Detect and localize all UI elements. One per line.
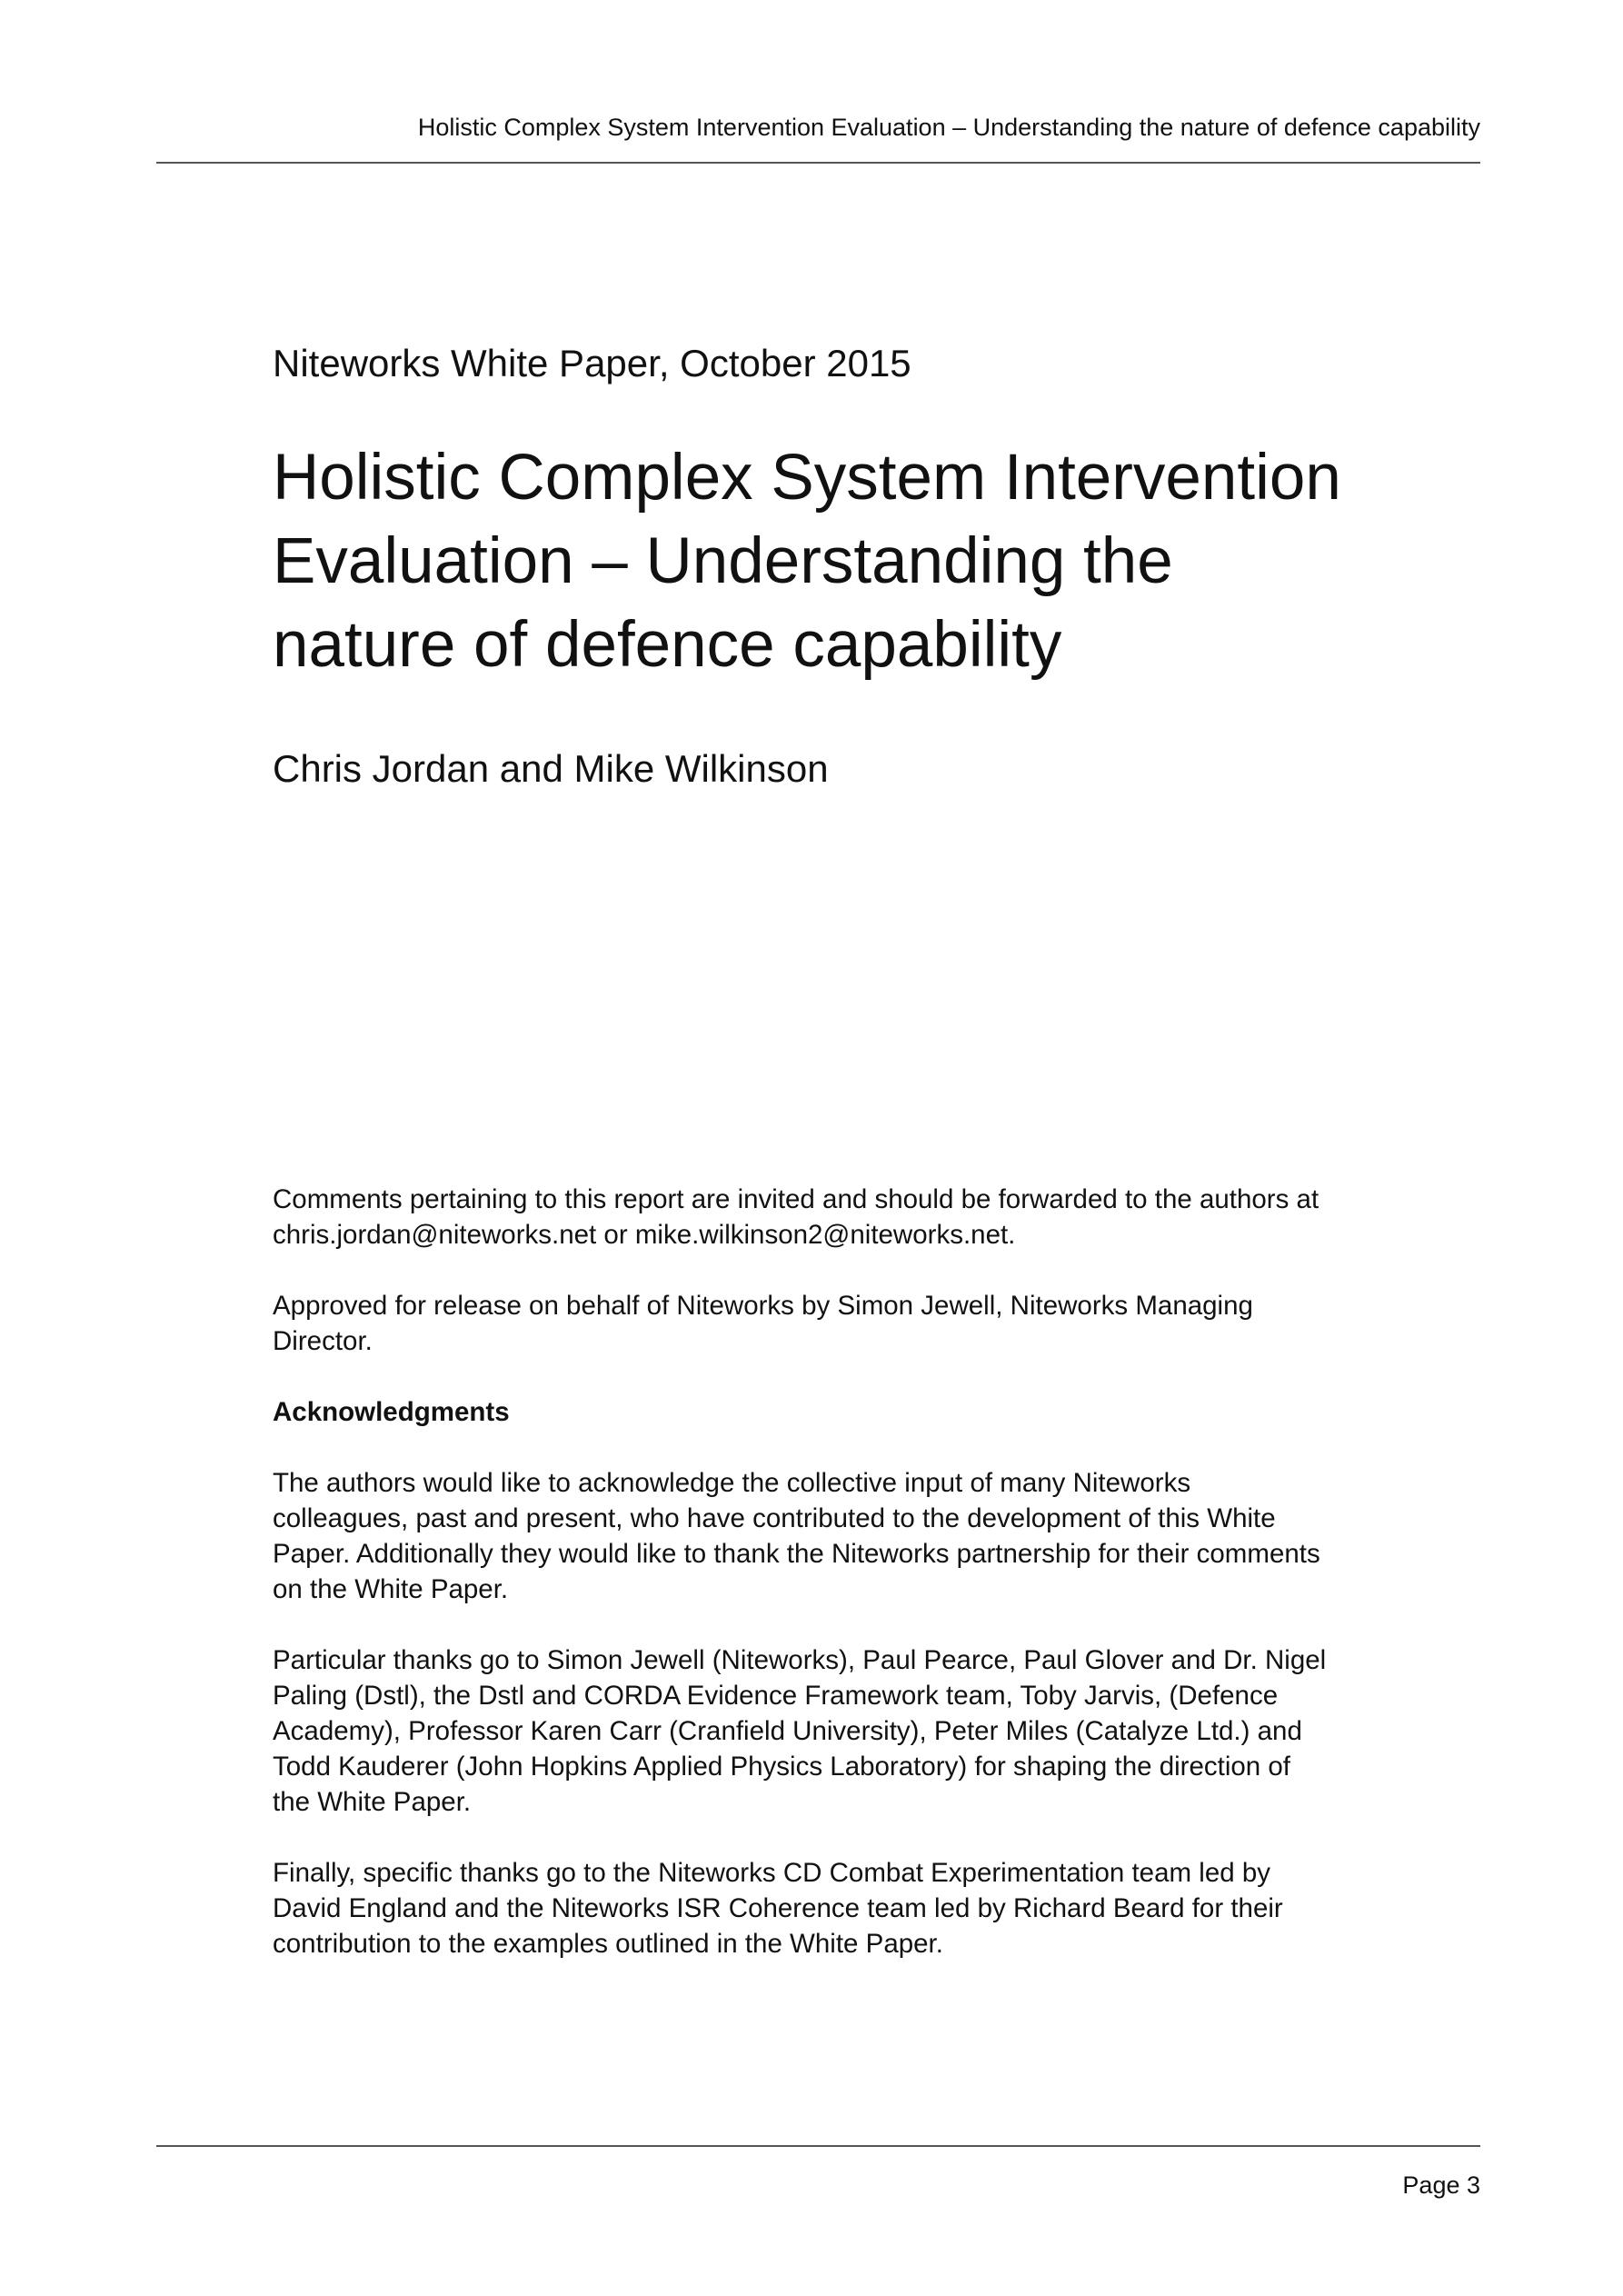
text-line: Director. [273, 1326, 373, 1356]
text-line: on the White Paper. [273, 1574, 509, 1604]
text-line: Comments pertaining to this report are invited and should be forwarded to the authors at [273, 1184, 1319, 1214]
text-line: Approved for release on behalf of Niteworks by Simon Jewell, Niteworks Managing [273, 1291, 1253, 1321]
text-line: Particular thanks go to Simon Jewell (Niteworks), Paul Pearce, Paul Glover and Dr. Nigel [273, 1645, 1327, 1675]
text-line: Academy), Professor Karen Carr (Cranfield University), Peter Miles (Catalyze Ltd.) and [273, 1716, 1302, 1746]
document-title [273, 436, 1381, 687]
acknowledgments-paragraph-1 [273, 1465, 1390, 1607]
text-line: Todd Kauderer (John Hopkins Applied Physics Laboratory) for shaping the direction of [273, 1752, 1291, 1782]
running-header: Holistic Complex System Intervention Evaluation – Understanding the nature of defence capability [417, 114, 1480, 141]
page-number: Page 3 [1402, 2171, 1480, 2199]
text-line: contribution to the examples outlined in the White Paper. [273, 1929, 943, 1959]
comments-paragraph [273, 1182, 1390, 1253]
front-matter-notes [273, 1182, 1390, 1997]
text-line: the White Paper. [273, 1787, 472, 1817]
acknowledgments-paragraph-3 [273, 1855, 1390, 1962]
approval-paragraph [273, 1288, 1390, 1359]
text-line: colleagues, past and present, who have contributed to the development of this White [273, 1503, 1276, 1533]
footer-divider [156, 2145, 1480, 2147]
series-line: Niteworks White Paper, October 2015 [273, 342, 911, 384]
authors: Chris Jordan and Mike Wilkinson [273, 747, 829, 790]
header-divider [156, 162, 1480, 164]
acknowledgments-heading: Acknowledgments [273, 1397, 510, 1427]
title-line: Holistic Complex System Intervention [273, 442, 1341, 514]
text-line: chris.jordan@niteworks.net or mike.wilkinson2@niteworks.net. [273, 1220, 1016, 1250]
text-line: The authors would like to acknowledge the collective input of many Niteworks [273, 1468, 1191, 1498]
text-line: David England and the Niteworks ISR Coherence team led by Richard Beard for their [273, 1893, 1283, 1923]
text-line: Paling (Dstl), the Dstl and CORDA Evidence Framework team, Toby Jarvis, (Defence [273, 1681, 1279, 1711]
title-line: Evaluation – Understanding the [273, 525, 1173, 597]
text-line: Finally, specific thanks go to the Niteworks CD Combat Experimentation team led by [273, 1858, 1270, 1888]
acknowledgments-paragraph-2 [273, 1642, 1390, 1820]
title-line: nature of defence capability [273, 609, 1062, 681]
text-line: Paper. Additionally they would like to thank the Niteworks partnership for their comments [273, 1539, 1320, 1569]
